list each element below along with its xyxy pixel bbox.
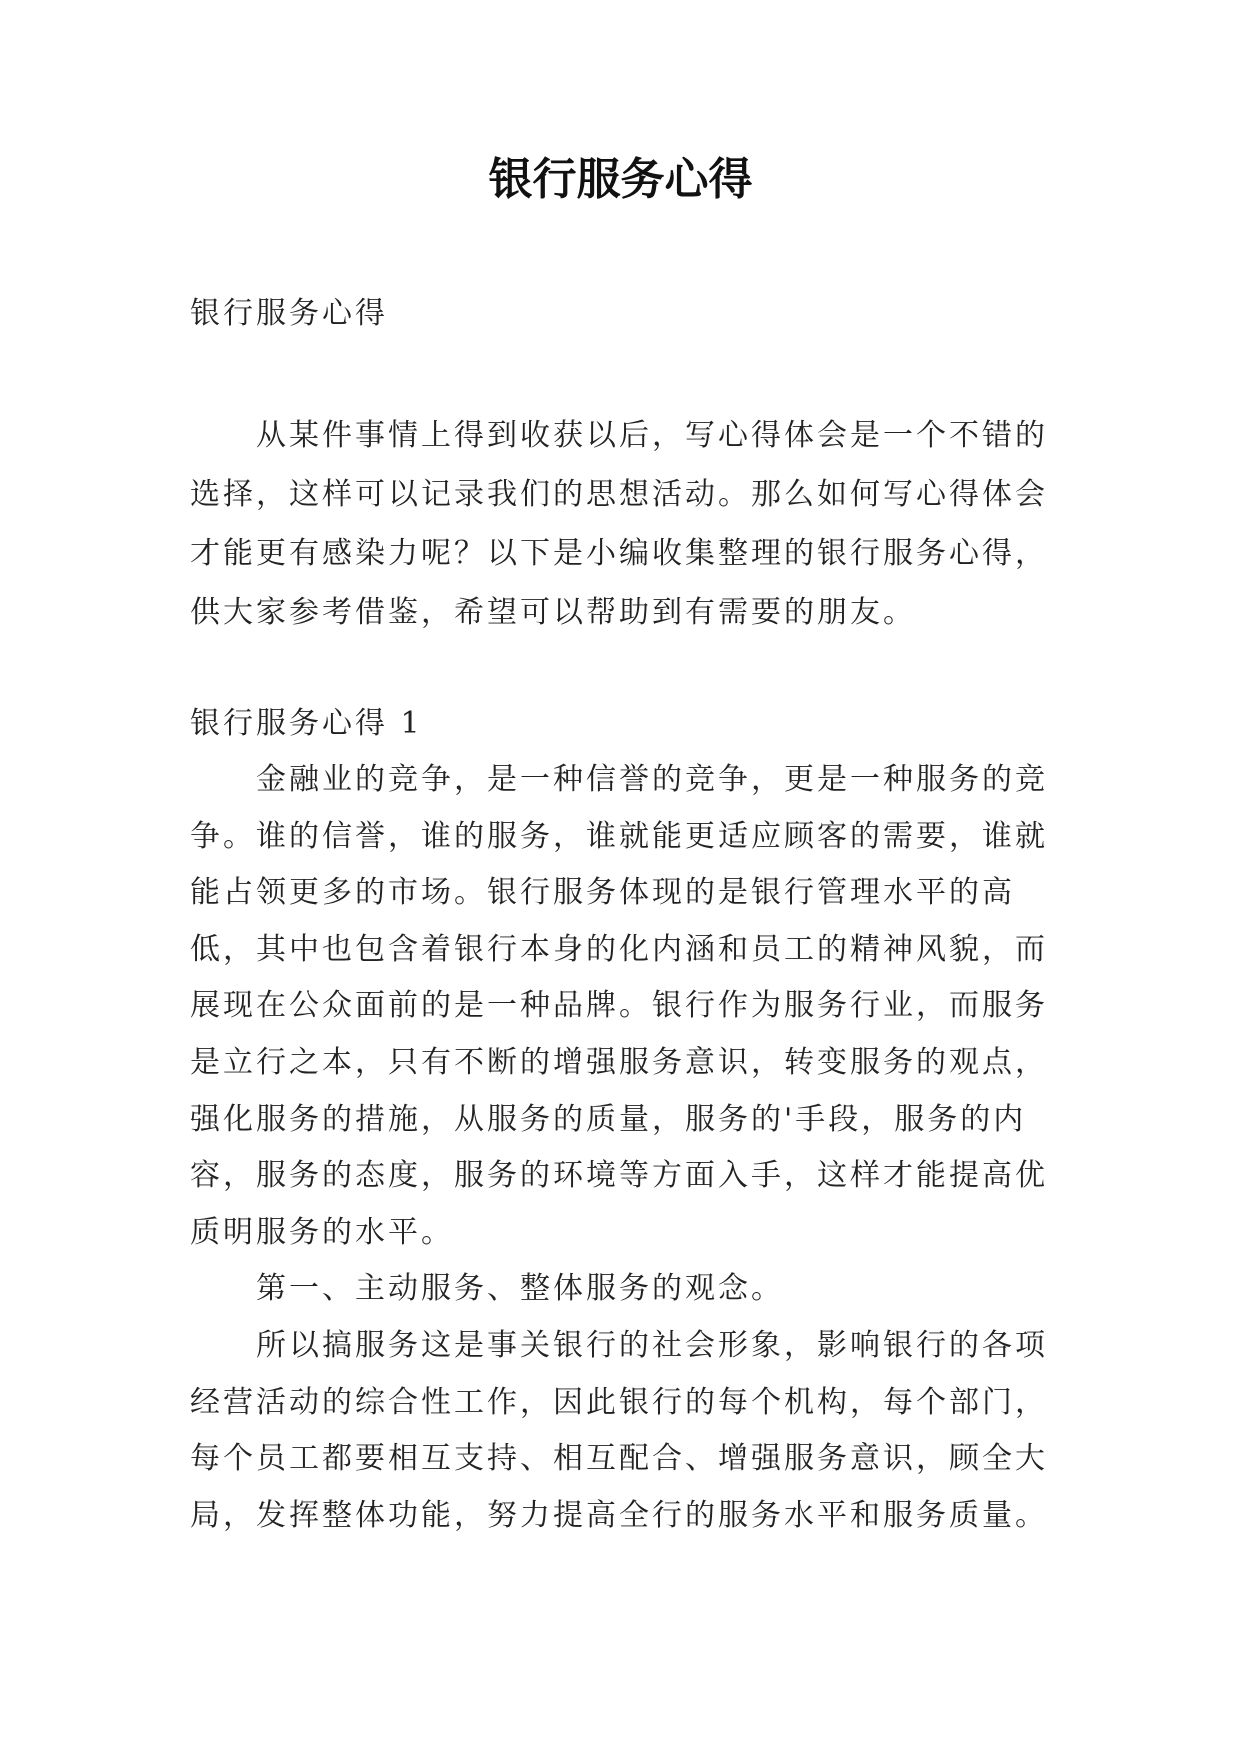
section-heading: 银行服务心得 1 <box>190 706 423 741</box>
body-paragraph-1: 金融业的竞争，是一种信誉的竞争，更是一种服务的竞争。谁的信誉，谁的服务，谁就能更适应顾客的需要，谁就能占领更多的市场。银行服务体现的是银行管理水平的高低，其中也包含着银行本身的化内涵和员工的精神风貌，而展现在公众面前的是一种品牌。银行作为服务行业，而服务是立行之本，只有不断的增强服务意识，转变服务的观点，强化服务的措施，从服务的质量，服务的'手段，服务的内容，服务的态度，服务的环境等方面入手，这样才能提高优质明服务的水平。 <box>190 762 1048 1250</box>
intro-paragraph: 从某件事情上得到收获以后，写心得体会是一个不错的选择，这样可以记录我们的思想活动。那么如何写心得体会才能更有感染力呢？以下是小编收集整理的银行服务心得，供大家参考借鉴，希望可以帮助到有需要的朋友。 <box>190 418 1048 630</box>
document-subtitle: 银行服务心得 <box>190 296 388 331</box>
section-body <box>190 752 1070 1544</box>
document-title: 银行服务心得 <box>488 154 753 205</box>
body-paragraph-2: 第一、主动服务、整体服务的观念。 <box>256 1271 784 1307</box>
body-paragraph-3: 所以搞服务这是事关银行的社会形象，影响银行的各项经营活动的综合性工作，因此银行的每个机构，每个部门，每个员工都要相互支持、相互配合、增强服务意识，顾全大局，发挥整体功能，努力提高全行的服务水平和服务质量。 <box>190 1327 1048 1533</box>
